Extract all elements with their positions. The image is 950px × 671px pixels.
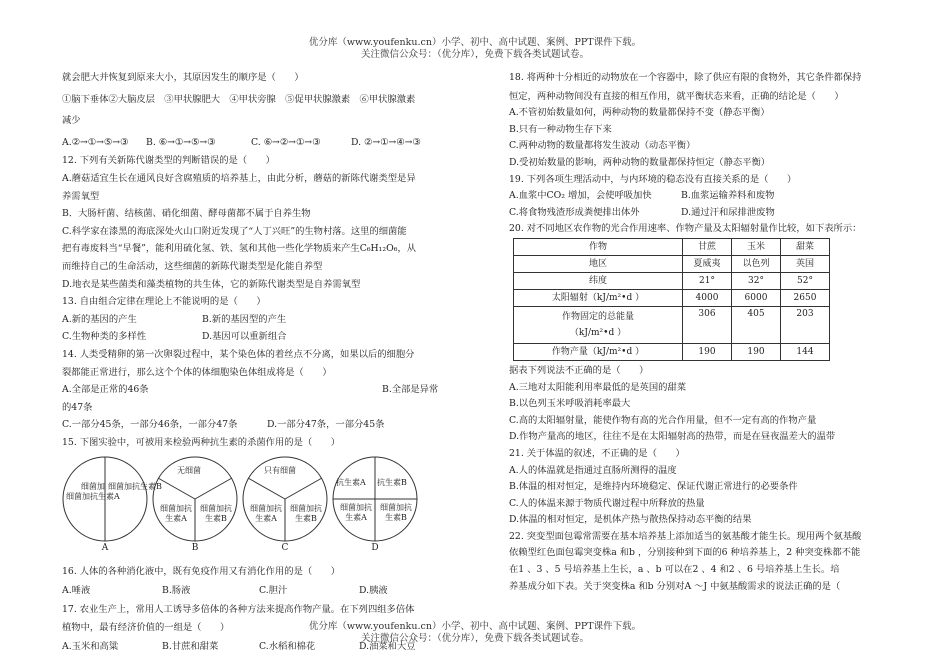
option: B.全部是异常 [382,384,439,396]
option: D.通过汗和尿排泄废物 [681,206,775,218]
option: B.新的基因型的产生 [202,313,287,325]
dish-c-left-label: 细菌加抗生素A [250,504,282,524]
q18-option-d: D.受初始数量的影响，两种动物的数量都保持恒定（静态平衡） [509,156,771,168]
q20-table [513,238,830,361]
q14-stem: 14. 人类受精卵的第一次卵裂过程中，某个染色体的着丝点不分离，如果以后的细胞分 [62,348,415,360]
q21-stem: 21. 关于体温的叙述，不正确的是（ ） [509,447,685,459]
option: A.玉米和高粱 [62,640,119,652]
q21-option-d: D.体温的相对恒定，是机体产热与散热保持动态平衡的结果 [509,514,752,526]
option: D.基因可以重新组合 [202,331,287,343]
table-row [514,272,830,289]
q20-option-a: A.三地对太阳能利用率最低的是英国的甜菜 [509,381,687,393]
option: B. ⑥→①→⑤→③ [146,136,216,148]
table-cell: 6000 [732,289,781,306]
dish-c-top-label: 只有细菌 [264,466,296,476]
q12-option-a: 养需氧型 [62,190,100,202]
dish-b-right-label: 细菌加抗生素B [200,504,232,524]
q19-options [509,205,897,221]
table-cell: 以色列 [732,255,781,272]
table-cell: 玉米 [732,238,781,255]
q14-stem: 裂都能正常进行，那么这个个体的体细胞染色体组成将是（ ） [62,366,332,378]
dish-c-right-label: 细菌加抗生素B [290,504,322,524]
q22-stem: 依赖型红色面包霉突变株a 和b ，分别接种到下面的6 种培养基上，2 种突变株都不能 [509,547,861,559]
option: D.胰液 [359,585,388,597]
option: A.新的基因的产生 [62,313,137,325]
dish-b-left-label: 细菌加抗生素A [160,504,192,524]
q19-stem: 19. 下列各项生理活动中，与内环境的稳态没有直接关系的是（ ） [509,173,797,185]
table-cell: 190 [683,343,732,360]
q16-stem: 16. 人体的各种消化液中，既有免疫作用又有消化作用的是（ ） [62,566,341,578]
table-cell: 太阳辐射（kJ/m²•d ） [514,289,683,306]
header-line-1: 优分库（www.youfenku.cn）小学、初中、高中试题、案例、PPT课件下载。 [308,37,642,48]
table-cell: 作物 [514,238,683,255]
petri-dish-d-drawing [332,456,418,542]
table-cell: 英国 [781,255,830,272]
table-cell: 2650 [781,289,830,306]
table-cell: 203 [781,306,830,343]
option: D.油菜和大豆 [359,640,416,652]
q13-options [62,329,472,345]
option: D. ②→①→④→③ [351,136,421,148]
q22-stem: 在1 、3 、5 号培养基上生长，a 、b 可以在2 、4 和2 、6 号培养基上生长。培 [509,564,840,576]
page-header [0,37,950,61]
table-cell: 4000 [683,289,732,306]
option: A.血浆中CO₂ 增加，会使呼吸加快 [509,190,652,202]
q12-option-c: 而维持自己的生命活动，这些细菌的新陈代谢类型是化能自养型 [62,260,323,272]
q21-option-b: B.体温的相对恒定，是维持内环境稳定、保证代谢正常进行的必要条件 [509,481,798,493]
option: C.水稻和棉花 [259,640,316,652]
q11-line: 就会肥大并恢复到原来大小，其原因发生的顺序是（ ） [62,72,304,83]
table-cell: 夏威夷 [683,255,732,272]
q19-options [509,188,897,204]
option: C.将食物残渣形成粪便排出体外 [509,206,640,218]
footer-line-1: 优分库（www.youfenku.cn）小学、初中、高中试题、案例、PPT课件下载。 [308,621,642,632]
dish-d-q3-label: 细菌加抗生素A [340,503,372,523]
q13-options [62,312,472,328]
option: C.生物种类的多样性 [62,331,147,343]
q12-option-d: D.地衣是某些菌类和藻类植物的共生体，它的新陈代谢类型是自养需氧型 [62,278,361,290]
option: B.甘蔗和甜菜 [162,640,219,652]
table-cell: 405 [732,306,781,343]
option: B.血浆运输养料和废物 [681,190,775,202]
table-cell: 144 [781,343,830,360]
table-row [514,255,830,272]
q20-option-d: D.作物产量高的地区，往往不是在太阳辐射高的热带，而是在昼夜温差大的温带 [509,431,836,443]
header-line-2: 关注微信公众号：（优分库），免费下载各类试题试卷。 [360,49,589,60]
table-cell: 作物产量（kJ/m²•d ） [514,343,683,360]
table-row [514,343,830,360]
q20-option-c: C.高的太阳辐射量，能使作物有高的光合作用量，但不一定有高的作物产量 [509,414,817,426]
table-row [514,289,830,306]
q18-option-c: C.两种动物的数量都将发生波动（动态平衡） [509,140,696,152]
dish-a-right-label: 细菌加抗生素B [108,482,162,492]
dish-a-left-label: 细菌加 细菌加抗生素A [66,482,120,502]
table-cell: 地区 [514,255,683,272]
option: A.②→①→⑤→③ [62,136,129,148]
table-row [514,306,830,343]
option: A.唾液 [62,585,91,597]
q22-stem: 养基成分如下表。关于突变株a 和b 分别对A ～J 中氨基酸需求的说法正确的是（ [509,580,841,592]
table-cell: 甘蔗 [683,238,732,255]
footer-line-2: 关注微信公众号：（优分库），免费下载各类试题试卷。 [360,633,589,644]
table-cell [514,306,683,343]
option: B.肠液 [162,585,191,597]
page-footer [0,621,950,645]
q11-line: ①脑下垂体②大脑皮层 ③甲状腺肥大 ④甲状旁腺 ⑤促甲状腺激素 ⑥甲状腺激素 [62,93,416,105]
q12-option-b: B．大肠杆菌、结核菌、硝化细菌、酵母菌都不属于自养生物 [62,208,311,220]
dish-a-caption: A [101,542,109,553]
q18-option-a: A.不管初始数量如何，两种动物的数量都保持不变（静态平衡） [509,107,770,119]
q16-options [62,583,472,599]
petri-dish-b [152,456,238,552]
table-cell: 纬度 [514,272,683,289]
dish-d-q2-label: 抗生素B [377,478,407,488]
q14-option-b-cont: 的47条 [62,401,93,413]
q21-option-a: A.人的体温就是指通过直肠所测得的温度 [509,464,677,476]
q20-option-b: B.以色列玉米呼吸消耗率最大 [509,398,631,410]
q11-options [62,135,472,151]
q14-options [62,382,472,398]
q12-stem: 12. 下列有关新陈代谢类型的判断错误的是（ ） [62,155,275,167]
petri-dish-d [332,456,418,552]
q17-stem: 植物中，最有经济价值的一组是（ ） [62,622,230,634]
table-cell: 306 [683,306,732,343]
q18-stem: 恒定，两种动物间没有直接的相互作用，就平衡状态来看，正确的结论是（ ） [509,90,844,102]
dish-d-q1-label: 抗生素A [336,478,366,488]
option: A.全部是正常的46条 [62,384,149,396]
q11-line: 减少 [62,115,81,127]
q20-stem: 20. 对不同地区农作物的光合作用速率、作物产量及太阳辐射量作比较，如下表所示： [509,223,862,235]
q18-option-b: B.只有一种动物生存下来 [509,123,612,135]
energy-label-line-2: （kJ/m²•d ） [569,327,627,338]
q22-stem: 22. 突变型面包霉常需要在基本培养基上添加适当的氨基酸才能生长。现用两个氨基酸 [509,530,862,542]
dish-b-caption: B [191,542,199,553]
table-row [514,238,830,255]
option: C.一部分45条，一部分46条，一部分47条 [62,419,238,431]
q21-option-c: C.人的体温来源于物质代谢过程中所释放的热量 [509,497,705,509]
q14-options [62,417,472,433]
q20-question: 据表下列说法不正确的是（ ） [509,364,649,376]
table-cell: 190 [732,343,781,360]
right-column [509,70,897,594]
table-cell: 32° [732,272,781,289]
table-cell: 甜菜 [781,238,830,255]
option: D.一部分47条，一部分45条 [267,419,385,431]
q15-diagram [62,456,472,552]
table-cell: 21° [683,272,732,289]
q12-option-a: A.蘑菇适宜生长在通风良好含腐殖质的培养基上，由此分析，蘑菇的新陈代谢类型是异 [62,172,416,184]
q15-stem: 15. 下图实验中，可被用来检验两种抗生素的杀菌作用的是（ ） [62,436,341,448]
q12-option-c: C.科学家在漆黑的海底深处火山口附近发现了“人丁兴旺”的生物村落。这里的细菌能 [62,225,407,237]
q17-stem: 17. 农业生产上，常用人工诱导多倍体的各种方法来提高作物产量。在下列四组多倍体 [62,603,415,615]
option: C. ⑥→②→①→③ [251,136,321,148]
q18-stem: 18. 将两种十分相近的动物放在一个容器中，除了供应有限的食物外，其它条件都保持 [509,72,862,83]
table-cell: 52° [781,272,830,289]
petri-dish-a [62,456,162,553]
dish-d-q4-label: 细菌加抗生素B [380,503,412,523]
dish-b-top-label: 无细菌 [177,466,201,476]
dish-d-caption: D [371,542,379,553]
option: C.胆汁 [259,585,288,597]
q12-option-c: 把有毒废料当“早餐”，能利用硫化氢、铁、氢和其他一些化学物质来产生C₆H₁₂O₆，从 [62,243,417,255]
energy-label-line-1: 作物固定的总能量 [561,311,634,322]
left-column [62,70,472,654]
petri-dish-c [242,456,328,552]
q13-stem: 13. 自由组合定律在理论上不能说明的是（ ） [62,296,266,308]
dish-c-caption: C [281,542,289,553]
